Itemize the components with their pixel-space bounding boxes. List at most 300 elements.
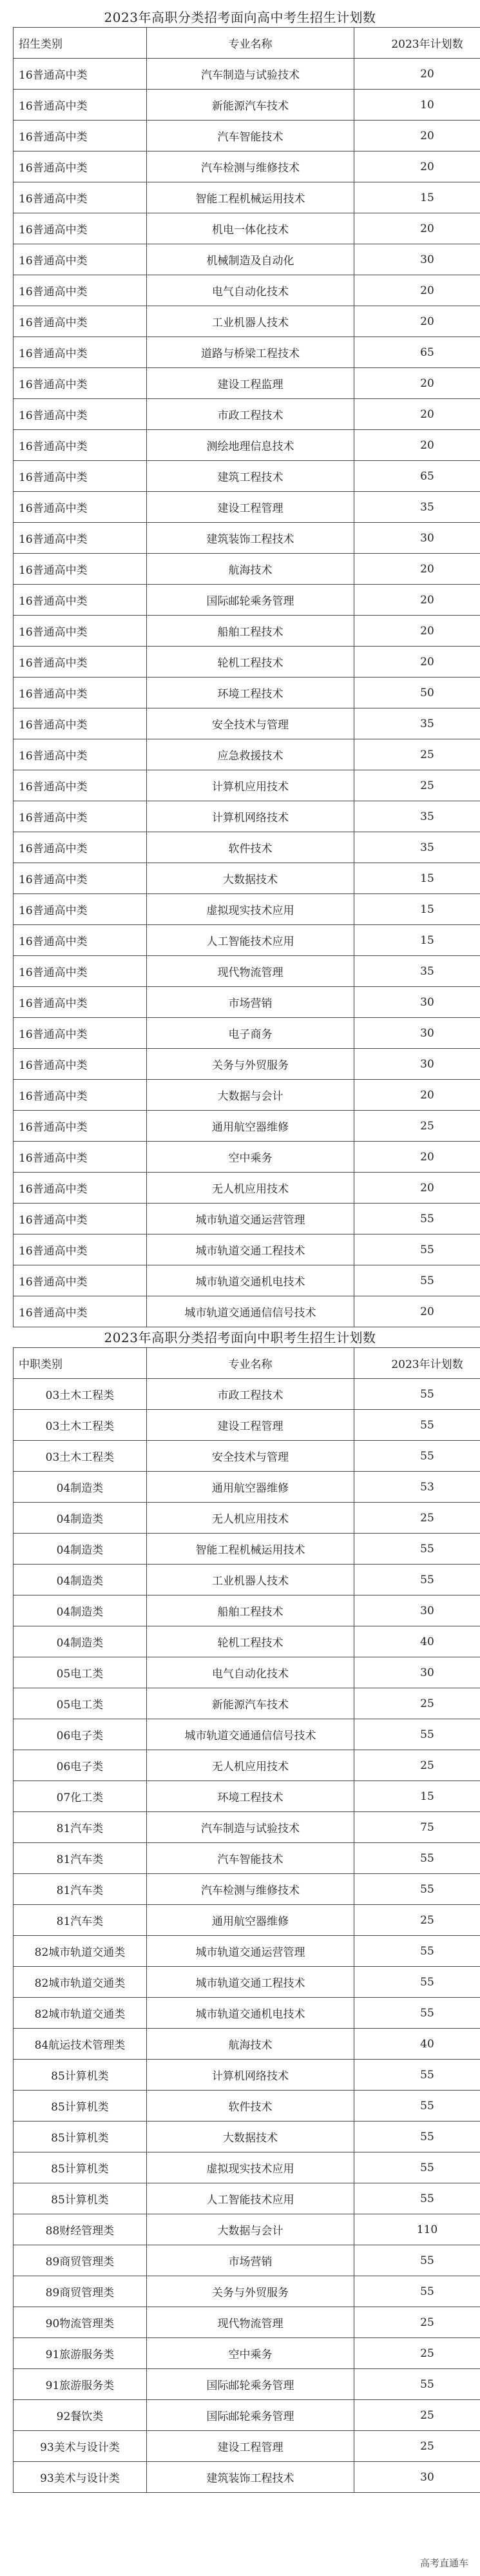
- cell-category: 16普通高中类: [14, 244, 147, 275]
- cell-category: 91旅游服务类: [14, 2338, 147, 2369]
- table-row: [14, 1998, 480, 2029]
- cell-major: 无人机应用技术: [147, 1173, 354, 1204]
- table-row: [14, 1379, 480, 1410]
- table-row: [14, 987, 480, 1018]
- table-row: [14, 2152, 480, 2183]
- cell-plan-count: 35: [354, 801, 480, 832]
- cell-major: 大数据与会计: [147, 2214, 354, 2245]
- cell-major: 船舶工程技术: [147, 616, 354, 647]
- cell-plan-count: 55: [354, 1441, 480, 1472]
- cell-category: 16普通高中类: [14, 647, 147, 678]
- cell-plan-count: 55: [354, 1410, 480, 1441]
- cell-category: 16普通高中类: [14, 1265, 147, 1296]
- cell-category: 93美术与设计类: [14, 2431, 147, 2462]
- cell-category: 03土木工程类: [14, 1410, 147, 1441]
- cell-plan-count: 30: [354, 1595, 480, 1626]
- cell-major: 智能工程机械运用技术: [147, 1534, 354, 1565]
- cell-category: 16普通高中类: [14, 90, 147, 121]
- cell-major: 人工智能技术应用: [147, 925, 354, 956]
- cell-category: 16普通高中类: [14, 368, 147, 399]
- table-row: [14, 1503, 480, 1534]
- cell-category: 16普通高中类: [14, 121, 147, 151]
- cell-major: 关务与外贸服务: [147, 2276, 354, 2307]
- table-row: [14, 90, 480, 121]
- table-row: [14, 2091, 480, 2122]
- cell-category: 16普通高中类: [14, 523, 147, 554]
- cell-major: 软件技术: [147, 2091, 354, 2122]
- cell-plan-count: 25: [354, 2400, 480, 2431]
- cell-major: 大数据技术: [147, 863, 354, 894]
- table-row: [14, 832, 480, 863]
- cell-plan-count: 15: [354, 1781, 480, 1812]
- cell-major: 应急救援技术: [147, 739, 354, 770]
- cell-plan-count: 20: [354, 585, 480, 616]
- table-row: [14, 1905, 480, 1936]
- cell-category: 88财经管理类: [14, 2214, 147, 2245]
- table-row: [14, 1812, 480, 1843]
- cell-plan-count: 55: [354, 1967, 480, 1998]
- cell-category: 16普通高中类: [14, 832, 147, 863]
- table-row: [14, 1750, 480, 1781]
- cell-category: 16普通高中类: [14, 1296, 147, 1327]
- cell-category: 16普通高中类: [14, 182, 147, 213]
- cell-category: 16普通高中类: [14, 1049, 147, 1080]
- table-row: [14, 1565, 480, 1595]
- cell-category: 16普通高中类: [14, 708, 147, 739]
- cell-major: 计算机应用技术: [147, 770, 354, 801]
- cell-category: 16普通高中类: [14, 585, 147, 616]
- cell-category: 16普通高中类: [14, 801, 147, 832]
- cell-major: 汽车检测与维修技术: [147, 151, 354, 182]
- cell-major: 电子商务: [147, 1018, 354, 1049]
- section-title: 2023年高职分类招考面向高中考生招生计划数: [104, 10, 376, 25]
- cell-plan-count: 20: [354, 59, 480, 90]
- cell-category: 16普通高中类: [14, 1204, 147, 1234]
- table-row: [14, 647, 480, 678]
- cell-category: 16普通高中类: [14, 1111, 147, 1142]
- cell-category: 06电子类: [14, 1750, 147, 1781]
- cell-plan-count: 55: [354, 2183, 480, 2214]
- cell-major: 大数据技术: [147, 2122, 354, 2152]
- cell-category: 81汽车类: [14, 1843, 147, 1874]
- cell-category: 85计算机类: [14, 2183, 147, 2214]
- table-row: [14, 2431, 480, 2462]
- cell-category: 16普通高中类: [14, 430, 147, 461]
- cell-plan-count: 55: [354, 1534, 480, 1565]
- cell-major: 汽车智能技术: [147, 1843, 354, 1874]
- cell-plan-count: 30: [354, 2462, 480, 2493]
- table-body: [14, 1379, 480, 2493]
- table-row: [14, 2307, 480, 2338]
- cell-major: 城市轨道交通运营管理: [147, 1936, 354, 1967]
- table-row: [14, 461, 480, 492]
- table-row: [14, 121, 480, 151]
- cell-major: 市政工程技术: [147, 399, 354, 430]
- cell-major: 空中乘务: [147, 1142, 354, 1173]
- cell-category: 16普通高中类: [14, 151, 147, 182]
- cell-major: 机械制造及自动化: [147, 244, 354, 275]
- cell-category: 16普通高中类: [14, 461, 147, 492]
- cell-plan-count: 15: [354, 925, 480, 956]
- table-row: [14, 2400, 480, 2431]
- table-row: [14, 1018, 480, 1049]
- table-row: [14, 306, 480, 337]
- cell-major: 建设工程管理: [147, 1410, 354, 1441]
- cell-major: 城市轨道交通运营管理: [147, 1204, 354, 1234]
- cell-category: 16普通高中类: [14, 1142, 147, 1173]
- cell-category: 16普通高中类: [14, 925, 147, 956]
- table-row: [14, 2029, 480, 2060]
- cell-major: 汽车制造与试验技术: [147, 59, 354, 90]
- table-header-row: [14, 1348, 480, 1379]
- cell-plan-count: 55: [354, 1874, 480, 1905]
- cell-major: 建设工程管理: [147, 2431, 354, 2462]
- cell-plan-count: 65: [354, 461, 480, 492]
- table-row: [14, 151, 480, 182]
- cell-major: 国际邮轮乘务管理: [147, 2400, 354, 2431]
- table-row: [14, 244, 480, 275]
- cell-plan-count: 25: [354, 1750, 480, 1781]
- table-row: [14, 337, 480, 368]
- cell-major: 人工智能技术应用: [147, 2183, 354, 2214]
- table-row: [14, 1967, 480, 1998]
- cell-plan-count: 35: [354, 492, 480, 523]
- cell-plan-count: 55: [354, 2276, 480, 2307]
- table-row: [14, 2122, 480, 2152]
- cell-major: 虚拟现实技术应用: [147, 894, 354, 925]
- table-row: [14, 213, 480, 244]
- column-header-plan: 2023年计划数: [354, 28, 480, 59]
- cell-category: 16普通高中类: [14, 337, 147, 368]
- vocational-plan-section: [13, 1328, 467, 2493]
- table-row: [14, 2214, 480, 2245]
- high-school-plan-table: [13, 27, 480, 1327]
- cell-plan-count: 30: [354, 987, 480, 1018]
- table-row: [14, 1049, 480, 1080]
- table-row: [14, 1626, 480, 1657]
- cell-major: 新能源汽车技术: [147, 90, 354, 121]
- cell-plan-count: 20: [354, 275, 480, 306]
- table-row: [14, 1173, 480, 1204]
- cell-major: 市场营销: [147, 987, 354, 1018]
- cell-category: 16普通高中类: [14, 399, 147, 430]
- table-row: [14, 399, 480, 430]
- cell-category: 85计算机类: [14, 2091, 147, 2122]
- cell-plan-count: 55: [354, 2091, 480, 2122]
- cell-plan-count: 110: [354, 2214, 480, 2245]
- cell-plan-count: 55: [354, 1936, 480, 1967]
- table-row: [14, 616, 480, 647]
- cell-plan-count: 10: [354, 90, 480, 121]
- cell-category: 82城市轨道交通类: [14, 1998, 147, 2029]
- cell-category: 92餐饮类: [14, 2400, 147, 2431]
- cell-category: 90物流管理类: [14, 2307, 147, 2338]
- table-row: [14, 863, 480, 894]
- cell-plan-count: 25: [354, 1111, 480, 1142]
- cell-category: 16普通高中类: [14, 770, 147, 801]
- cell-major: 汽车制造与试验技术: [147, 1812, 354, 1843]
- table-row: [14, 2462, 480, 2493]
- cell-plan-count: 65: [354, 337, 480, 368]
- cell-plan-count: 55: [354, 1843, 480, 1874]
- table-row: [14, 2060, 480, 2091]
- cell-major: 通用航空器维修: [147, 1111, 354, 1142]
- table-row: [14, 1296, 480, 1327]
- cell-major: 现代物流管理: [147, 956, 354, 987]
- cell-major: 市政工程技术: [147, 1379, 354, 1410]
- table-row: [14, 368, 480, 399]
- table-row: [14, 1534, 480, 1565]
- cell-major: 测绘地理信息技术: [147, 430, 354, 461]
- table-row: [14, 2245, 480, 2276]
- table-row: [14, 1234, 480, 1265]
- cell-category: 03土木工程类: [14, 1379, 147, 1410]
- cell-category: 16普通高中类: [14, 987, 147, 1018]
- cell-major: 计算机网络技术: [147, 2060, 354, 2091]
- cell-major: 安全技术与管理: [147, 1441, 354, 1472]
- watermark: 高考直通车: [419, 2557, 468, 2569]
- cell-plan-count: 25: [354, 2431, 480, 2462]
- table-row: [14, 678, 480, 708]
- cell-major: 建筑装饰工程技术: [147, 523, 354, 554]
- cell-category: 93美术与设计类: [14, 2462, 147, 2493]
- cell-plan-count: 20: [354, 213, 480, 244]
- column-header-category: 招生类别: [14, 28, 147, 59]
- table-row: [14, 1410, 480, 1441]
- cell-major: 建筑工程技术: [147, 461, 354, 492]
- cell-major: 城市轨道交通工程技术: [147, 1967, 354, 1998]
- cell-plan-count: 20: [354, 1080, 480, 1111]
- cell-category: 16普通高中类: [14, 492, 147, 523]
- cell-category: 16普通高中类: [14, 1018, 147, 1049]
- cell-plan-count: 20: [354, 430, 480, 461]
- cell-category: 85计算机类: [14, 2152, 147, 2183]
- table-row: [14, 1595, 480, 1626]
- cell-plan-count: 30: [354, 1018, 480, 1049]
- table-row: [14, 554, 480, 585]
- table-row: [14, 801, 480, 832]
- table-row: [14, 2276, 480, 2307]
- column-header-plan: 2023年计划数: [354, 1348, 480, 1379]
- table-row: [14, 770, 480, 801]
- cell-plan-count: 20: [354, 306, 480, 337]
- cell-major: 船舶工程技术: [147, 1595, 354, 1626]
- table-row: [14, 1142, 480, 1173]
- cell-plan-count: 30: [354, 1049, 480, 1080]
- cell-category: 16普通高中类: [14, 894, 147, 925]
- cell-plan-count: 20: [354, 121, 480, 151]
- cell-plan-count: 30: [354, 523, 480, 554]
- table-row: [14, 894, 480, 925]
- cell-category: 16普通高中类: [14, 956, 147, 987]
- table-row: [14, 1843, 480, 1874]
- cell-category: 04制造类: [14, 1565, 147, 1595]
- cell-plan-count: 55: [354, 2060, 480, 2091]
- cell-plan-count: 55: [354, 1379, 480, 1410]
- cell-major: 汽车智能技术: [147, 121, 354, 151]
- cell-plan-count: 53: [354, 1472, 480, 1503]
- table-row: [14, 1874, 480, 1905]
- cell-major: 城市轨道交通工程技术: [147, 1234, 354, 1265]
- cell-category: 16普通高中类: [14, 306, 147, 337]
- cell-category: 16普通高中类: [14, 616, 147, 647]
- cell-plan-count: 55: [354, 1998, 480, 2029]
- cell-major: 建设工程管理: [147, 492, 354, 523]
- table-row: [14, 585, 480, 616]
- cell-category: 16普通高中类: [14, 275, 147, 306]
- cell-plan-count: 20: [354, 1296, 480, 1327]
- cell-plan-count: 25: [354, 1688, 480, 1719]
- table-body: [14, 59, 480, 1327]
- cell-category: 89商贸管理类: [14, 2245, 147, 2276]
- cell-major: 工业机器人技术: [147, 1565, 354, 1595]
- cell-category: 81汽车类: [14, 1905, 147, 1936]
- cell-major: 安全技术与管理: [147, 708, 354, 739]
- cell-category: 16普通高中类: [14, 213, 147, 244]
- table-row: [14, 708, 480, 739]
- cell-major: 智能工程机械运用技术: [147, 182, 354, 213]
- cell-category: 81汽车类: [14, 1812, 147, 1843]
- cell-major: 新能源汽车技术: [147, 1688, 354, 1719]
- cell-plan-count: 40: [354, 2029, 480, 2060]
- cell-plan-count: 30: [354, 244, 480, 275]
- cell-major: 机电一体化技术: [147, 213, 354, 244]
- cell-plan-count: 25: [354, 2338, 480, 2369]
- cell-major: 城市轨道交通通信信号技术: [147, 1296, 354, 1327]
- cell-plan-count: 15: [354, 894, 480, 925]
- cell-category: 89商贸管理类: [14, 2276, 147, 2307]
- cell-major: 国际邮轮乘务管理: [147, 585, 354, 616]
- table-row: [14, 2338, 480, 2369]
- cell-category: 82城市轨道交通类: [14, 1967, 147, 1998]
- cell-plan-count: 55: [354, 1565, 480, 1595]
- cell-category: 16普通高中类: [14, 1080, 147, 1111]
- table-row: [14, 739, 480, 770]
- cell-category: 82城市轨道交通类: [14, 1936, 147, 1967]
- cell-category: 04制造类: [14, 1503, 147, 1534]
- table-row: [14, 59, 480, 90]
- cell-plan-count: 25: [354, 2307, 480, 2338]
- cell-major: 电气自动化技术: [147, 1657, 354, 1688]
- table-row: [14, 1472, 480, 1503]
- cell-major: 城市轨道交通机电技术: [147, 1998, 354, 2029]
- table-row: [14, 2369, 480, 2400]
- cell-category: 16普通高中类: [14, 1173, 147, 1204]
- cell-major: 航海技术: [147, 2029, 354, 2060]
- table-row: [14, 1111, 480, 1142]
- cell-category: 16普通高中类: [14, 863, 147, 894]
- cell-major: 道路与桥梁工程技术: [147, 337, 354, 368]
- cell-plan-count: 20: [354, 1173, 480, 1204]
- cell-category: 81汽车类: [14, 1874, 147, 1905]
- table-row: [14, 182, 480, 213]
- table-row: [14, 2183, 480, 2214]
- cell-major: 现代物流管理: [147, 2307, 354, 2338]
- cell-major: 轮机工程技术: [147, 1626, 354, 1657]
- cell-plan-count: 35: [354, 708, 480, 739]
- table-header-row: [14, 28, 480, 59]
- cell-plan-count: 55: [354, 2122, 480, 2152]
- cell-major: 环境工程技术: [147, 678, 354, 708]
- cell-plan-count: 55: [354, 2369, 480, 2400]
- cell-plan-count: 55: [354, 1234, 480, 1265]
- cell-plan-count: 40: [354, 1626, 480, 1657]
- cell-plan-count: 55: [354, 1204, 480, 1234]
- table-row: [14, 492, 480, 523]
- vocational-plan-table: [13, 1347, 480, 2493]
- cell-major: 工业机器人技术: [147, 306, 354, 337]
- cell-category: 05电工类: [14, 1688, 147, 1719]
- cell-category: 16普通高中类: [14, 739, 147, 770]
- table-row: [14, 1204, 480, 1234]
- cell-plan-count: 25: [354, 1905, 480, 1936]
- table-row: [14, 430, 480, 461]
- cell-major: 虚拟现实技术应用: [147, 2152, 354, 2183]
- cell-plan-count: 20: [354, 616, 480, 647]
- cell-major: 通用航空器维修: [147, 1472, 354, 1503]
- cell-plan-count: 20: [354, 368, 480, 399]
- cell-plan-count: 25: [354, 1503, 480, 1534]
- cell-major: 大数据与会计: [147, 1080, 354, 1111]
- cell-major: 通用航空器维修: [147, 1905, 354, 1936]
- cell-major: 国际邮轮乘务管理: [147, 2369, 354, 2400]
- table-row: [14, 1265, 480, 1296]
- cell-major: 软件技术: [147, 832, 354, 863]
- cell-category: 85计算机类: [14, 2060, 147, 2091]
- cell-plan-count: 75: [354, 1812, 480, 1843]
- cell-category: 06电子类: [14, 1719, 147, 1750]
- table-row: [14, 1657, 480, 1688]
- cell-plan-count: 20: [354, 151, 480, 182]
- cell-major: 建设工程监理: [147, 368, 354, 399]
- cell-major: 城市轨道交通通信信号技术: [147, 1719, 354, 1750]
- cell-category: 04制造类: [14, 1534, 147, 1565]
- cell-plan-count: 55: [354, 2152, 480, 2183]
- cell-category: 16普通高中类: [14, 59, 147, 90]
- cell-major: 电气自动化技术: [147, 275, 354, 306]
- cell-category: 16普通高中类: [14, 1234, 147, 1265]
- cell-major: 市场营销: [147, 2245, 354, 2276]
- cell-major: 无人机应用技术: [147, 1750, 354, 1781]
- cell-major: 航海技术: [147, 554, 354, 585]
- cell-major: 环境工程技术: [147, 1781, 354, 1812]
- cell-category: 84航运技术管理类: [14, 2029, 147, 2060]
- cell-category: 07化工类: [14, 1781, 147, 1812]
- table-row: [14, 1936, 480, 1967]
- cell-plan-count: 55: [354, 1265, 480, 1296]
- cell-major: 建筑装饰工程技术: [147, 2462, 354, 2493]
- cell-plan-count: 20: [354, 399, 480, 430]
- cell-plan-count: 55: [354, 1719, 480, 1750]
- cell-plan-count: 20: [354, 1142, 480, 1173]
- cell-category: 16普通高中类: [14, 554, 147, 585]
- column-header-major: 专业名称: [147, 1348, 354, 1379]
- cell-major: 汽车检测与维修技术: [147, 1874, 354, 1905]
- cell-plan-count: 20: [354, 647, 480, 678]
- cell-plan-count: 50: [354, 678, 480, 708]
- cell-plan-count: 55: [354, 2245, 480, 2276]
- cell-plan-count: 20: [354, 554, 480, 585]
- cell-major: 城市轨道交通机电技术: [147, 1265, 354, 1296]
- cell-category: 04制造类: [14, 1472, 147, 1503]
- column-header-category: 中职类别: [14, 1348, 147, 1379]
- section-title: 2023年高职分类招考面向中职考生招生计划数: [104, 1330, 376, 1345]
- cell-plan-count: 15: [354, 863, 480, 894]
- cell-category: 04制造类: [14, 1626, 147, 1657]
- high-school-plan-section: [13, 8, 467, 1327]
- cell-major: 无人机应用技术: [147, 1503, 354, 1534]
- cell-major: 空中乘务: [147, 2338, 354, 2369]
